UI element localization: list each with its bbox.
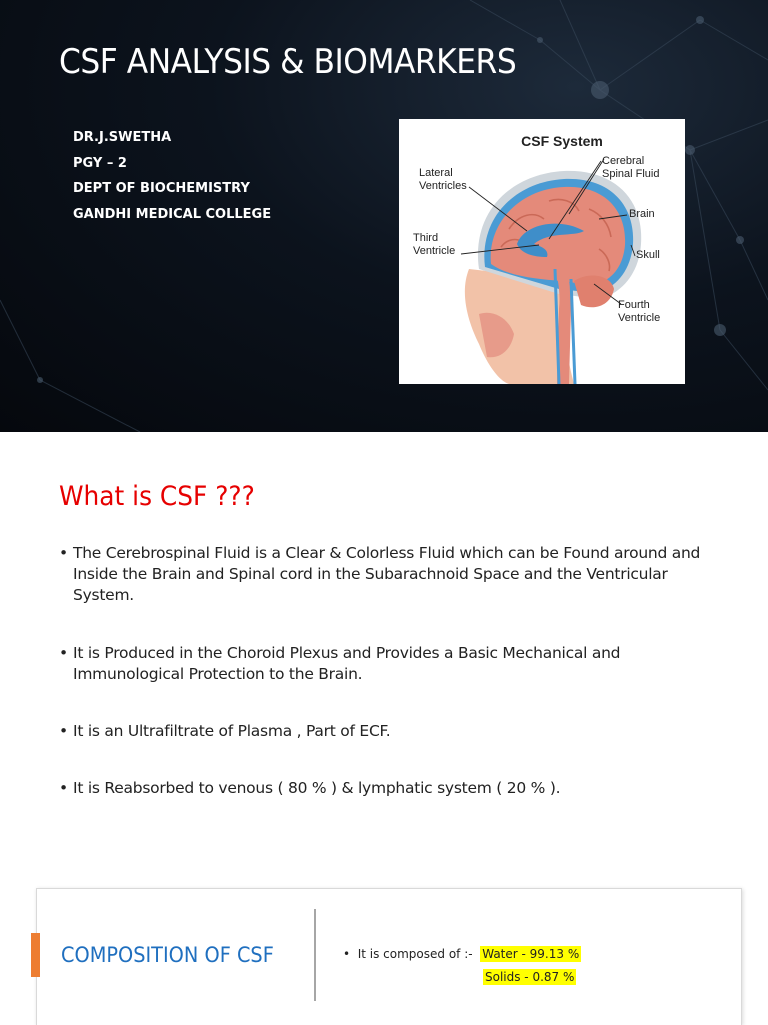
composition-list — [343, 947, 581, 993]
author-department: DEPT OF BIOCHEMISTRY — [73, 181, 250, 196]
label-cerebral-spinal-fluid: Cerebral Spinal Fluid — [602, 155, 660, 180]
slide-title: COMPOSITION OF CSF — [61, 943, 274, 967]
csf-system-diagram — [399, 119, 685, 384]
bullet-dot: • — [343, 947, 358, 961]
solids-percentage: Solids - 0.87 % — [485, 970, 575, 984]
bullet-definition: • The Cerebrospinal Fluid is a Clear & Colorless Fluid which can be Found around and Inside the Brain and Spinal cord in the Subarachnoid Space and the Ventricular System. — [59, 543, 709, 606]
label-lateral-ventricles: Lateral Ventricles — [419, 167, 467, 192]
what-is-csf-slide — [0, 433, 768, 865]
title-slide — [0, 0, 768, 432]
title-accent-bar — [31, 933, 40, 977]
slide-title: What is CSF ??? — [59, 481, 255, 512]
composition-intro: It is composed of :- — [357, 947, 473, 961]
bullet-reabsorption: • It is Reabsorbed to venous ( 80 % ) & lymphatic system ( 20 % ). — [59, 778, 709, 799]
author-designation: PGY – 2 — [73, 155, 127, 171]
water-percentage: Water - 99.13 % — [482, 947, 580, 961]
bullet-ultrafiltrate: • It is an Ultrafiltrate of Plasma , Part of ECF. — [59, 721, 709, 742]
composition-slide — [36, 888, 742, 1025]
csf-bullet-list — [59, 543, 709, 799]
label-third-ventricle: Third Ventricle — [413, 232, 456, 257]
label-skull: Skull — [636, 249, 660, 261]
label-brain: Brain — [629, 208, 655, 220]
author-details — [73, 130, 271, 232]
author-college: GANDHI MEDICAL COLLEGE — [73, 206, 272, 222]
presentation-title: CSF ANALYSIS & BIOMARKERS — [59, 42, 517, 82]
bullet-production: • It is Produced in the Choroid Plexus and Provides a Basic Mechanical and Immunological Protection to the Brain. — [59, 643, 709, 685]
label-fourth-ventricle: Fourth Ventricle — [618, 299, 661, 324]
author-name: DR.J.SWETHA — [73, 130, 172, 145]
diagram-title: CSF System — [521, 133, 603, 149]
vertical-divider — [314, 909, 316, 1001]
